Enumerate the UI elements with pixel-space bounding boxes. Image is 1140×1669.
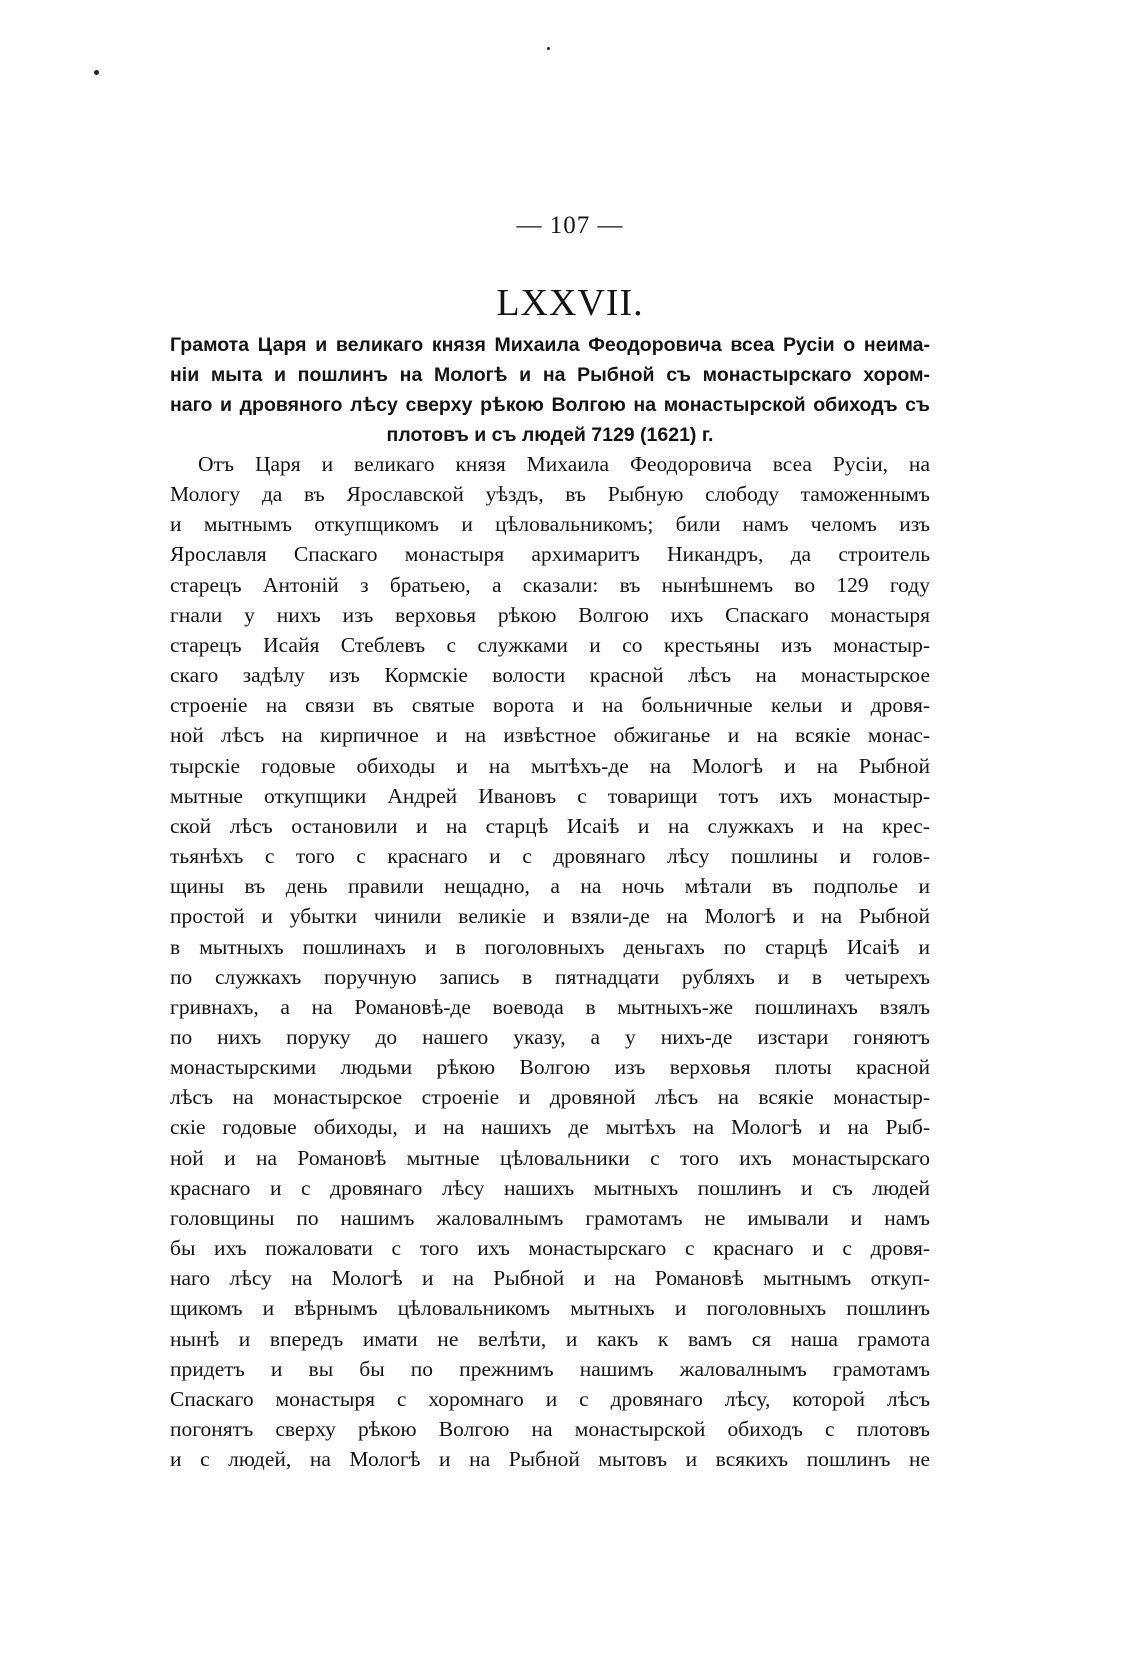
- body-line: по служкахъ поручную запись в пятнадцати рубляхъ и в четырехъ: [170, 964, 930, 989]
- body-line: придетъ и вы бы по прежнимъ нашимъ жаловалнымъ грамотамъ: [170, 1356, 930, 1381]
- heading-line: наго и дровяного лѣсу сверху рѣкою Волгою на монастырской обиходъ съ: [170, 394, 930, 416]
- page-number: — 107 —: [516, 212, 624, 239]
- body-line: и мытнымъ откупщикомъ и цѣловальникомъ; били намъ челомъ изъ: [170, 512, 930, 537]
- body-line: мытные откупщики Андрей Ивановъ с товарищи тотъ ихъ монастыр-: [170, 783, 930, 808]
- body-line: в мытныхъ пошлинахъ и в поголовныхъ деньгахъ по старцѣ Исаiѣ и: [170, 934, 930, 959]
- body-text: [170, 449, 930, 1474]
- heading-line: Грамота Царя и великаго князя Михаила Феодоровича всеа Русіи о неима-: [170, 334, 930, 356]
- body-line: погонятъ сверху рѣкою Волгою на монастырской обиходъ с плотовъ: [170, 1417, 930, 1441]
- body-line: ной и на Романовѣ мытные цѣловальники с того ихъ монастырскаго: [170, 1145, 930, 1170]
- body-line: ной лѣсъ на кирпичное и на извѣстное обжиганье и на всякіе монас-: [170, 723, 930, 748]
- body-line: скаго задѣлу изъ Кормскіе волости красной лѣсъ на монастырское: [170, 663, 930, 688]
- body-line: Мологу да въ Ярославской уѣздъ, въ Рыбную слободу таможеннымъ: [170, 482, 930, 507]
- body-line: нынѣ и впередъ имати не велѣти, и какъ к вамъ ся наша грамота: [170, 1326, 930, 1351]
- body-line: тырскіе годовые обиходы и на мытѣхъ-де на Мологѣ и на Рыбной: [170, 753, 930, 778]
- body-line: щины въ день правили нещадно, а на ночь мѣтали въ подполье и: [170, 874, 930, 899]
- body-line: гривнахъ, а на Романовѣ-де воевода в мытныхъ-же пошлинахъ взялъ: [170, 994, 930, 1019]
- body-line: головщины по нашимъ жаловалнымъ грамотамъ не имывали и намъ: [170, 1205, 930, 1230]
- section-number: LXXVII.: [496, 282, 644, 324]
- body-line: ской лѣсъ остановили и на старцѣ Исаiѣ и на служкахъ и на крес-: [170, 813, 930, 838]
- document-heading: [170, 330, 930, 450]
- body-line: лѣсъ на монастырское строеніе и дровяной лѣсъ на всякіе монастыр-: [170, 1085, 930, 1110]
- body-line: наго лѣсу на Мологѣ и на Рыбной и на Романовѣ мытнымъ откуп-: [170, 1266, 930, 1291]
- body-line: и с людей, на Мологѣ и на Рыбной мытовъ и всякихъ пошлинъ не: [170, 1447, 930, 1472]
- body-line: Ярославля Спаскаго монастыря архимаритъ Никандръ, да строитель: [170, 542, 930, 567]
- heading-line: ніи мыта и пошлинъ на Мологѣ и на Рыбной съ монастырскаго хором-: [170, 364, 930, 386]
- body-line: по нихъ поруку до нашего указу, а у нихъ-де изстари гоняютъ: [170, 1024, 930, 1049]
- body-line: бы ихъ пожаловати с того ихъ монастырскаго с краснаго и с дровя-: [170, 1236, 930, 1261]
- body-line: краснаго и с дровянаго лѣсу нашихъ мытныхъ пошлинъ и съ людей: [170, 1175, 930, 1200]
- body-line: монастырскими людьми рѣкою Волгою изъ верховья плоты красной: [170, 1055, 930, 1080]
- scan-speck: [547, 47, 550, 50]
- heading-line: плотовъ и съ людей 7129 (1621) г.: [386, 424, 714, 446]
- body-line: тьянѣхъ с того с краснаго и с дровянаго лѣсу пошлины и голов-: [170, 844, 930, 869]
- body-line: гнали у нихъ изъ верховья рѣкою Волгою ихъ Спаскаго монастыря: [170, 602, 930, 627]
- body-line: старецъ Исайя Стеблевъ с служками и со крестьяны изъ монастыр-: [170, 632, 930, 657]
- body-line: скіе годовые обиходы, и на нашихъ де мытѣхъ на Мологѣ и на Рыб-: [170, 1115, 930, 1140]
- body-line: Спаскаго монастыря с хоромнаго и с дровянаго лѣсу, которой лѣсъ: [170, 1386, 930, 1411]
- body-line: строеніе на связи въ святые ворота и на больничные кельи и дровя-: [170, 693, 930, 718]
- body-line: щикомъ и вѣрнымъ цѣловальникомъ мытныхъ и поголовныхъ пошлинъ: [170, 1296, 930, 1321]
- scan-speck: [94, 70, 99, 75]
- body-line: простой и убытки чинили великіе и взяли-де на Мологѣ и на Рыбной: [170, 904, 930, 929]
- body-line: Отъ Царя и великаго князя Михаила Феодоровича всеа Русіи, на: [198, 452, 930, 476]
- body-line: старецъ Антоній з братьею, а сказали: въ нынѣшнемъ во 129 году: [170, 572, 930, 597]
